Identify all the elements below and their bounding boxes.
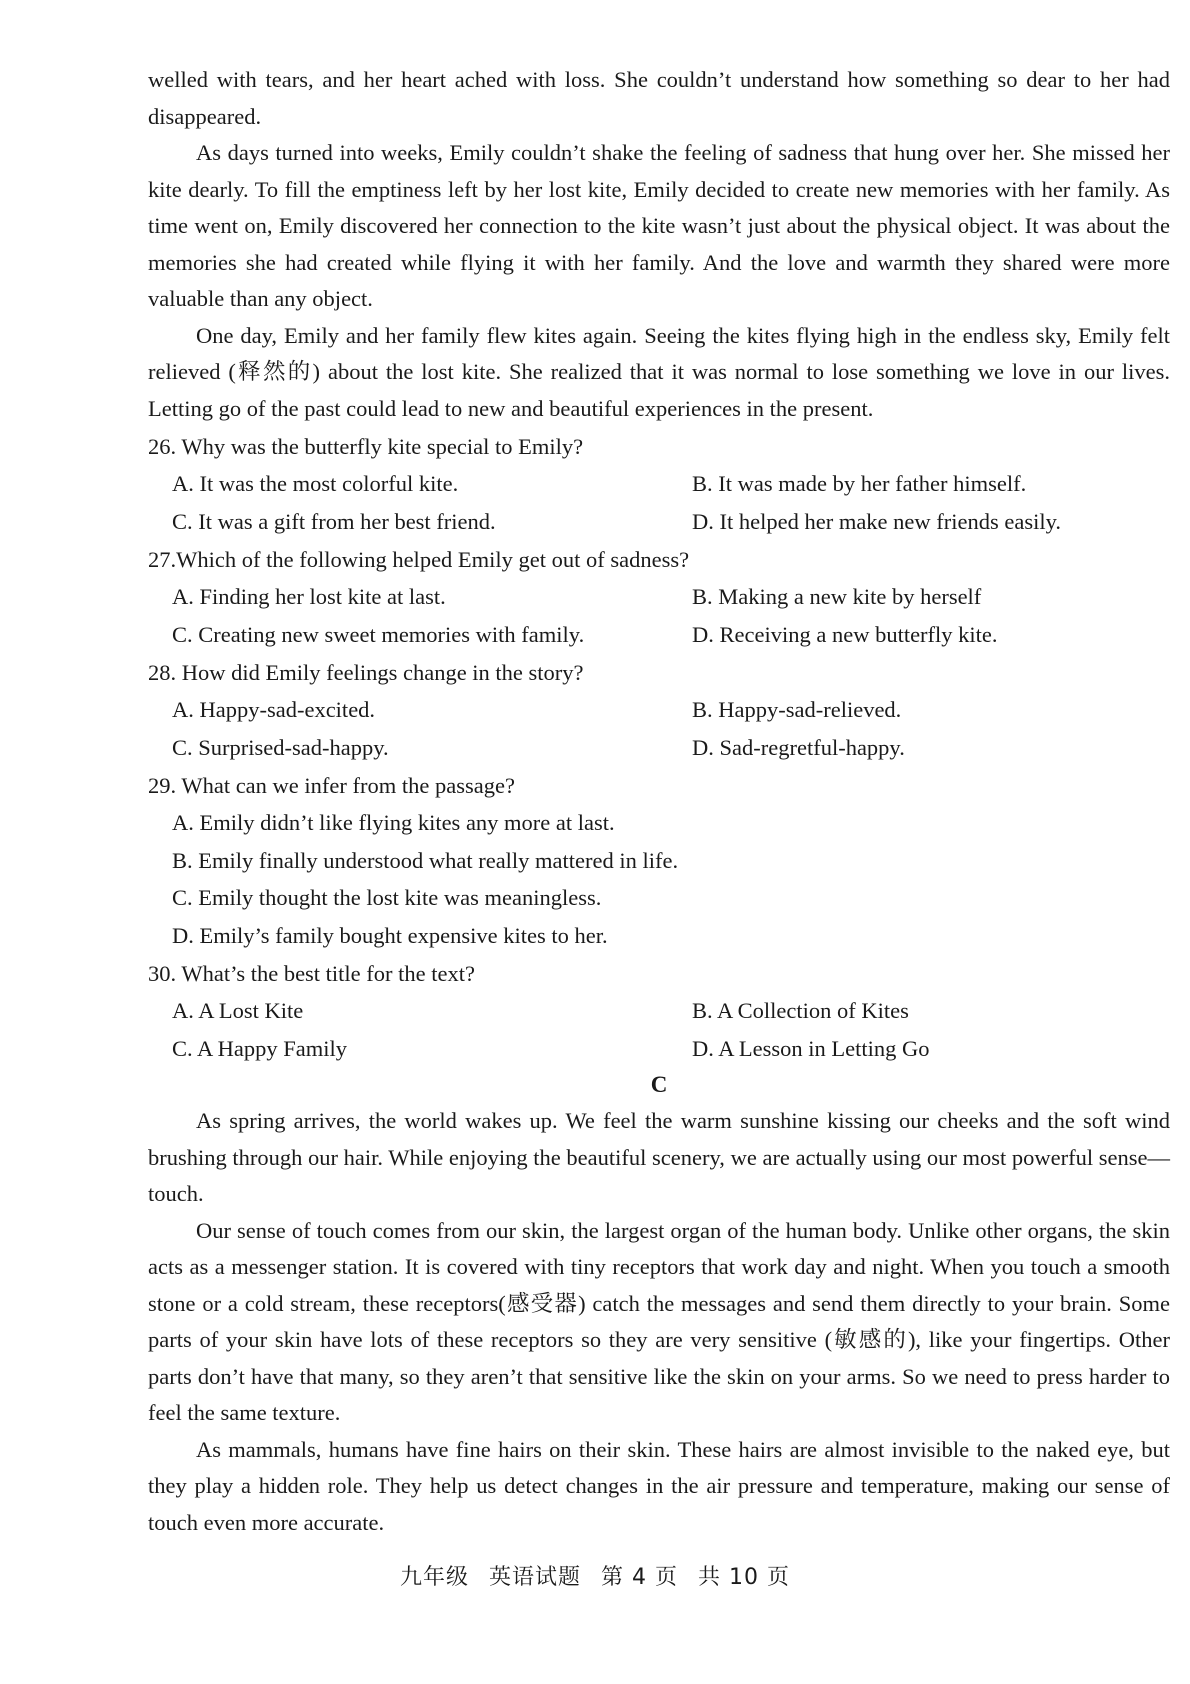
option-c[interactable]: C. A Happy Family xyxy=(172,1035,348,1061)
question-27-options xyxy=(148,578,1170,653)
option-b[interactable]: B. A Collection of Kites xyxy=(692,998,909,1023)
question-30-stem: 30. What’s the best title for the text? xyxy=(148,961,475,986)
option-a[interactable]: A. A Lost Kite xyxy=(172,998,304,1023)
option-d[interactable]: D. Sad-regretful-happy. xyxy=(692,734,905,760)
option-c[interactable]: C. Emily thought the lost kite was meaningless. xyxy=(172,885,602,910)
option-a[interactable]: A. Happy-sad-excited. xyxy=(172,697,376,722)
question-28-options xyxy=(148,691,1170,766)
passage-c-paragraph: Our sense of touch comes from our skin, the largest organ of the human body. Unlike other organs, the skin acts as a messenger station. It is covered with tiny receptors that work day and night. When you touch a smooth stone or a cold stream, these receptors(感受器) catch the messages and send them directly to your brain. Some parts of your skin have lots of these receptors so they are very sensitive (敏感的), like your fingertips. Other parts don’t have that many, so they aren’t that sensitive like the skin on your arms. So we need to press harder to feel the same texture. xyxy=(148,1217,1170,1425)
question-26-options xyxy=(148,465,1170,540)
option-c[interactable]: C. Creating new sweet memories with family. xyxy=(172,621,585,647)
option-c[interactable]: C. Surprised-sad-happy. xyxy=(172,734,389,760)
option-d[interactable]: D. Emily’s family bought expensive kites to her. xyxy=(172,922,608,948)
option-b[interactable]: B. It was made by her father himself. xyxy=(692,471,1027,496)
question-29-stem: 29. What can we infer from the passage? xyxy=(148,773,515,798)
question-30-options xyxy=(148,992,1170,1067)
passage-c-paragraph: As mammals, humans have fine hairs on their skin. These hairs are almost invisible to the naked eye, but they play a hidden role. They help us detect changes in the air pressure and temperature, making our sense of touch even more accurate. xyxy=(148,1436,1170,1535)
option-a[interactable]: A. It was the most colorful kite. xyxy=(172,471,459,496)
footer-subject: 英语试题 xyxy=(489,1565,582,1590)
question-26-stem: 26. Why was the butterfly kite special to Emily? xyxy=(148,434,584,459)
passage-b-paragraph: One day, Emily and her family flew kites again. Seeing the kites flying high in the endless sky, Emily felt relieved (释然的) about the lost kite. She realized that it was normal to lose something we love in our lives. Letting go of the past could lead to new and beautiful experiences in the present. xyxy=(148,322,1170,421)
question-27-stem: 27.Which of the following helped Emily get out of sadness? xyxy=(148,547,690,572)
option-b[interactable]: B. Emily finally understood what really mattered in life. xyxy=(172,847,679,873)
option-a[interactable]: A. Emily didn’t like flying kites any more at last. xyxy=(172,810,615,835)
passage-c-paragraph: As spring arrives, the world wakes up. We feel the warm sunshine kissing our cheeks and the soft wind brushing through our hair. While enjoying the beautiful scenery, we are actually using our most powerful sense—touch. xyxy=(148,1108,1170,1206)
option-d[interactable]: D. It helped her make new friends easily. xyxy=(692,508,1062,534)
footer-grade: 九年级 xyxy=(400,1565,470,1590)
option-c[interactable]: C. It was a gift from her best friend. xyxy=(172,508,496,534)
option-d[interactable]: D. Receiving a new butterfly kite. xyxy=(692,621,998,647)
option-a[interactable]: A. Finding her lost kite at last. xyxy=(172,584,446,609)
option-b[interactable]: B. Happy-sad-relieved. xyxy=(692,697,902,722)
option-b[interactable]: B. Making a new kite by herself xyxy=(692,584,982,609)
question-28-stem: 28. How did Emily feelings change in the story? xyxy=(148,660,584,685)
footer-page-number: 第 4 页 xyxy=(601,1565,679,1590)
footer-page-total: 共 10 页 xyxy=(698,1565,790,1590)
passage-b-paragraph: As days turned into weeks, Emily couldn’t shake the feeling of sadness that hung over her. She missed her kite dearly. To fill the emptiness left by her lost kite, Emily decided to create new memories with her family. As time went on, Emily discovered her connection to the kite wasn’t just about the physical object. It was about the memories she had created while flying it with her family. And the love and warmth they shared were more valuable than any object. xyxy=(148,140,1170,311)
option-d[interactable]: D. A Lesson in Letting Go xyxy=(692,1035,930,1061)
page-footer xyxy=(0,1560,1190,1591)
question-29-options xyxy=(148,804,1170,954)
passage-b-paragraph: welled with tears, and her heart ached with loss. She couldn’t understand how something so dear to her had disappeared. xyxy=(148,67,1170,129)
section-c-heading: C xyxy=(650,1072,668,1097)
